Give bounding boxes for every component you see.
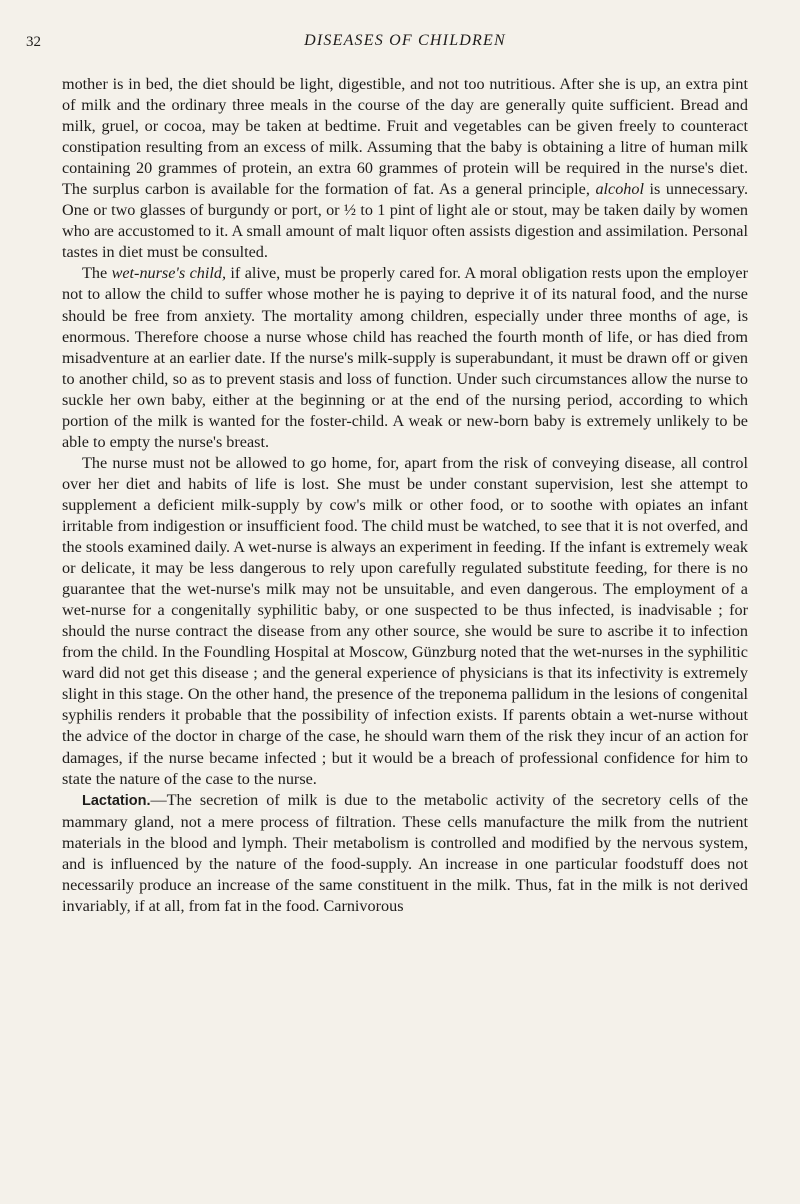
text-run: is unnecessary. One or two glasses of burgundy or port, or ½ to 1 pint of light ale or stout, may be taken daily by women who are accustomed to it. A small amount of malt liquor often assists digestion and assimilation. Personal tastes in diet must be consulted. [62, 180, 748, 262]
italic-text: wet-nurse's child, [111, 264, 226, 283]
text-run: The [82, 264, 112, 283]
paragraph [62, 453, 748, 790]
paragraph [62, 263, 748, 452]
text-run: if alive, must be properly cared for. A moral obligation rests upon the employer not to allow the child to suffer whose mother he is paying to deprive it of its natural food, and the nurse should be free from anxiety. The mortality among children, especially under three months of age, is enormous. Therefore choose a nurse whose child has reached the fourth month of life, or has died from misadventure at an earlier date. If the nurse's milk-supply is superabundant, it must be drawn off or given to another child, so as to prevent stasis and loss of function. Under such circumstances allow the nurse to suckle her own baby, either at the beginning or at the end of the nursing period, according to which portion of the milk is wanted for the foster-child. A weak or new-born baby is extremely unlikely to be able to empty the nurse's breast. [62, 264, 748, 451]
page-number: 32 [26, 34, 41, 50]
text-run: —The secretion of milk is due to the metabolic activity of the secretory cells of the mammary gland, not a mere process of filtration. These cells manufacture the milk from the nutrient materials in the blood and lymph. Their metabolism is controlled and modified by the nervous system, and is influenced by the nature of the food-supply. An increase in one particular foodstuff does not necessarily produce an increase of the same constituent in the milk. Thus, fat in the milk is not derived invariably, if at all, from fat in the food. Carnivorous [62, 790, 748, 915]
run-in-heading: Lactation. [82, 792, 151, 809]
body-text [62, 74, 748, 917]
paragraph [62, 790, 748, 917]
text-run: The nurse must not be allowed to go home, for, apart from the risk of conveying disease, all control over her diet and habits of life is lost. She must be under constant supervision, lest she attempt to supplement a deficient milk-supply by cow's milk or other food, or to soothe with opiates an infant irritable from indigestion or insufficient food. The child must be watched, to see that it is not overfed, and the stools examined daily. A wet-nurse is always an experiment in feeding. If the infant is extremely weak or delicate, it may be less dangerous to rely upon carefully regulated substitute feeding, for there is no guarantee that the wet-nurse's milk may not be unsuitable, and even dangerous. The employment of a wet-nurse for a congenitally syphilitic baby, or one suspected to be thus infected, is inadvisable ; for should the nurse contract the disease from any other source, she would be sure to ascribe it to infection from the child. In the Foundling Hospital at Moscow, Günzburg noted that the wet-nurses in the syphilitic ward did not get this disease ; and the general experience of physicians is that its infectivity is extremely slight in this stage. On the other hand, the presence of the treponema pallidum in the lesions of congenital syphilis renders it probable that the possibility of infection exists. If parents obtain a wet-nurse without the advice of the doctor in charge of the case, he should warn them of the risk they incur of an action for damages, if the nurse became infected ; but it would be a breach of professional confidence for him to state the nature of the case to the nurse. [62, 453, 748, 788]
running-head [26, 30, 748, 56]
running-title: DISEASES OF CHILDREN [304, 32, 506, 49]
text-run: mother is in bed, the diet should be light, digestible, and not too nutritious. After she is up, an extra pint of milk and the ordinary three meals in the course of the day are generally quite sufficient. Bread and milk, gruel, or cocoa, may be taken at bedtime. Fruit and vegetables can be given freely to counteract constipation resulting from an excess of milk. Assuming that the baby is obtaining a litre of human milk containing 20 grammes of protein, an extra 60 grammes of protein will be required in the nurse's diet. The surplus carbon is available for the formation of fat. As a general principle, [62, 75, 748, 199]
italic-text: alcohol [595, 180, 644, 199]
paragraph-continued [62, 74, 748, 263]
